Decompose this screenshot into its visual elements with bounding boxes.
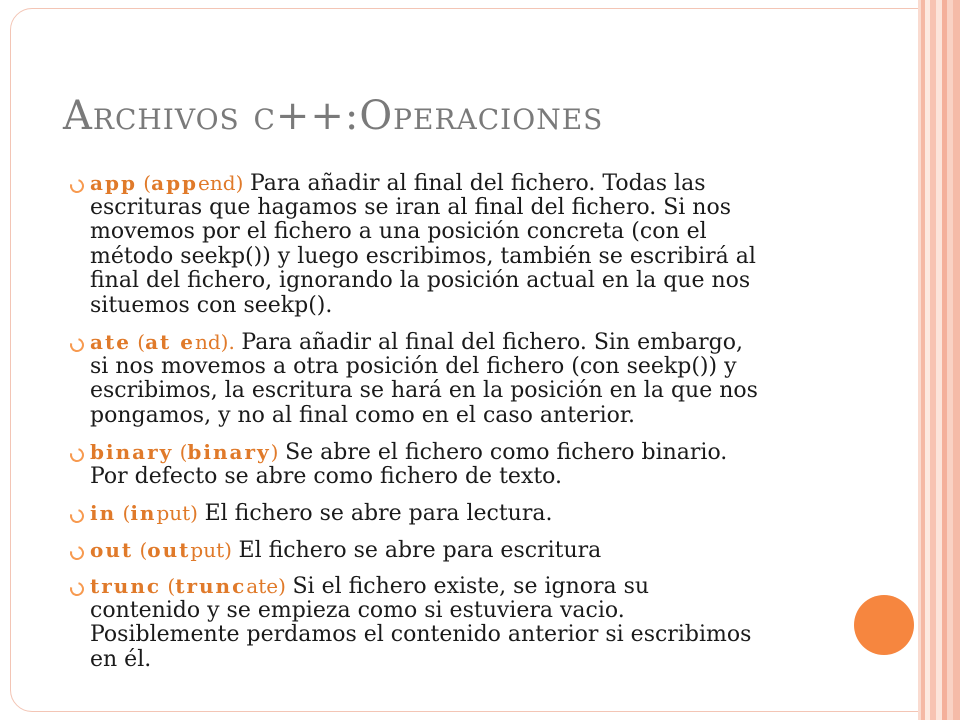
keyword-term: ate — [90, 330, 131, 354]
keyword-term: in — [90, 501, 117, 525]
bullet-line — [90, 538, 758, 563]
keyword-bold-part: in — [130, 501, 157, 525]
bullet-line: escribimos, la escritura se hará en la posición en la que nos — [90, 378, 758, 403]
bullet-line: escrituras que hagamos se iran al final del fichero. Si nos — [90, 194, 731, 220]
bullet-item-out — [90, 538, 758, 563]
bullet-line — [90, 440, 758, 465]
bullet-line: pongamos, y no al final como en el caso anterior. — [90, 402, 635, 428]
keyword-paren-open: ( — [136, 171, 152, 195]
bullet-line: situemos con seekp(). — [90, 292, 333, 318]
keyword-paren-open: ( — [116, 501, 131, 525]
bullet-text: El fichero se abre para lectura. — [204, 501, 553, 526]
keyword-paren-open: ( — [130, 330, 146, 354]
keyword-rest: ) — [270, 440, 279, 464]
bullet-line: final del fichero, ignorando la posición actual en la que nos — [90, 268, 751, 293]
bullet-line: movemos por el fichero a una posición concreta (con el — [90, 219, 707, 244]
keyword-rest: put) — [190, 537, 232, 562]
bullet-item-ate — [90, 330, 758, 428]
keyword-paren-open: ( — [133, 537, 148, 562]
keyword-term: app — [90, 171, 137, 195]
keyword-bold-part: app — [151, 171, 199, 195]
bullet-line: contenido y se empieza como si estuviera vacio. — [90, 597, 625, 623]
bullet-line — [90, 171, 758, 196]
keyword-bold-part: trunc — [175, 574, 247, 598]
keyword-bold-part: binary — [187, 440, 271, 464]
bullet-item-app — [90, 171, 758, 318]
keyword-term: out — [90, 537, 134, 562]
bullet-line: si nos movemos a otra posición del fichero (con seekp()) y — [90, 353, 737, 379]
bullet-item-binary — [90, 440, 758, 489]
bullet-text: Se abre el fichero como fichero binario. — [285, 440, 728, 465]
keyword-term: trunc — [90, 574, 162, 598]
bullet-line: Por defecto se abre como fichero de texto. — [90, 463, 563, 489]
bullet-list — [90, 171, 758, 684]
bullet-text: Si el fichero existe, se ignora su — [292, 574, 650, 599]
keyword-bold-part: at e — [145, 330, 195, 354]
keyword-term: binary — [90, 440, 174, 464]
keyword-rest: nd). — [194, 330, 235, 354]
bullet-text: Para añadir al final del fichero. Todas las — [249, 171, 706, 196]
bullet-text: El fichero se abre para escritura — [238, 537, 602, 563]
bullet-line — [90, 574, 758, 599]
stripe — [953, 0, 960, 720]
bullet-line: Posiblemente perdamos el contenido anterior si escribimos — [90, 622, 752, 647]
keyword-rest: ate) — [246, 574, 286, 598]
bullet-item-in — [90, 501, 758, 526]
bullet-line — [90, 501, 758, 526]
bullet-line: método seekp()) y luego escribimos, también se escribirá al — [90, 243, 756, 269]
keyword-bold-part: out — [147, 537, 191, 562]
keyword-paren-open: ( — [173, 440, 188, 464]
bullet-item-trunc — [90, 574, 758, 672]
decorative-circle — [854, 595, 914, 655]
keyword-paren-open: ( — [161, 574, 176, 598]
bullet-text: Para añadir al final del fichero. Sin embargo, — [241, 330, 744, 355]
keyword-rest: put) — [156, 501, 198, 525]
slide-title: Archivos c++:Operaciones — [63, 93, 604, 139]
keyword-rest: end) — [198, 171, 244, 195]
bullet-line: en él. — [90, 646, 152, 672]
decorative-stripes — [918, 0, 960, 720]
bullet-line — [90, 330, 758, 355]
